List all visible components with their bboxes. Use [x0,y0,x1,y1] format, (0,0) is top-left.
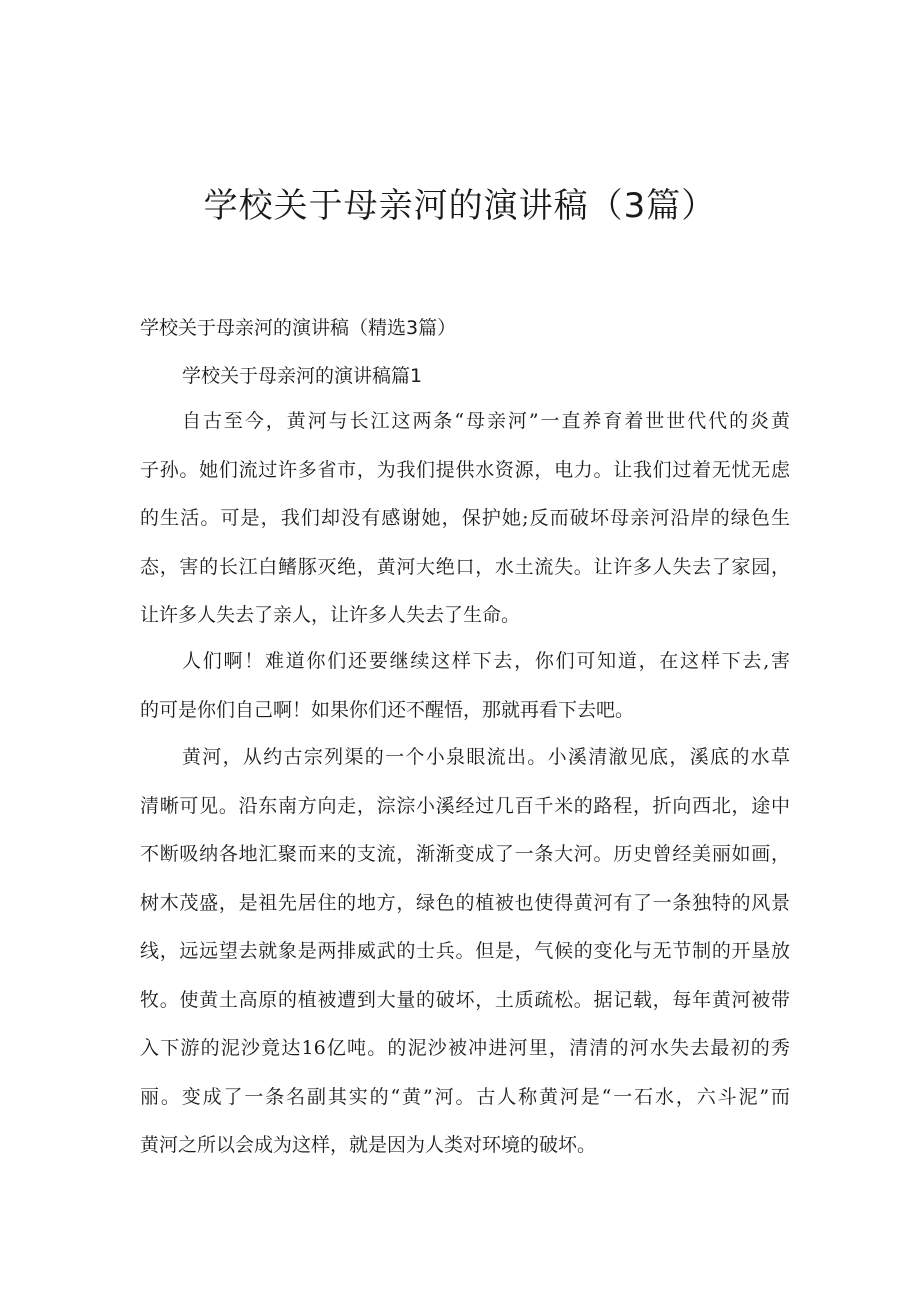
paragraph-line: 线，远远望去就象是两排威武的士兵。但是，气候的变化与无节制的开垦放 [140,940,790,962]
paragraph-line: 清晰可见。沿东南方向走，淙淙小溪经过几百千米的路程，折向西北，途中 [140,794,790,817]
paragraph-line: 牧。使黄土高原的植被遭到大量的破坏，土质疏松。据记载，每年黄河被带 [140,988,790,1011]
paragraph-line: 的可是你们自己啊！如果你们还不醒悟，那就再看下去吧。 [140,698,635,721]
paragraph-line: 子孙。她们流过许多省市，为我们提供水资源，电力。让我们过着无忧无虑 [140,458,790,481]
paragraph-line: 态，害的长江白鳍豚灭绝，黄河大绝口，水土流失。让许多人失去了家园， [140,555,790,578]
paragraph-line: 黄河，从约古宗列渠的一个小泉眼流出。小溪清澈见底，溪底的水草 [182,746,790,768]
paragraph-line: 的生活。可是，我们却没有感谢她，保护她;反而破坏母亲河沿岸的绿色生 [140,507,790,529]
paragraph-line: 让许多人失去了亲人，让许多人失去了生命。 [140,604,521,626]
document-subtitle: 学校关于母亲河的演讲稿（精选3篇） [140,317,457,339]
section-heading: 学校关于母亲河的演讲稿篇1 [182,365,423,387]
paragraph-2 [140,637,790,734]
paragraph-line: 人们啊！难道你们还要继续这样下去，你们可知道，在这样下去,害 [182,650,790,672]
paragraph-line: 自古至今，黄河与长江这两条“母亲河”一直养育着世世代代的炎黄 [182,410,790,432]
paragraph-line: 黄河之所以会成为这样，就是因为人类对环境的破坏。 [140,1134,597,1156]
paragraph-line: 不断吸纳各地汇聚而来的支流，渐渐变成了一条大河。历史曾经美丽如画， [140,843,790,865]
document-title: 学校关于母亲河的演讲稿（3篇） [203,185,717,226]
paragraph-1 [140,397,790,640]
paragraph-line: 丽。变成了一条名副其实的“黄”河。古人称黄河是“一石水，六斗泥”而 [140,1085,790,1108]
paragraph-line: 入下游的泥沙竟达16亿吨。的泥沙被冲进河里，清清的河水失去最初的秀 [140,1037,790,1059]
paragraph-line: 树木茂盛，是祖先居住的地方，绿色的植被也使得黄河有了一条独特的风景 [140,891,790,914]
paragraph-3 [140,733,790,1170]
